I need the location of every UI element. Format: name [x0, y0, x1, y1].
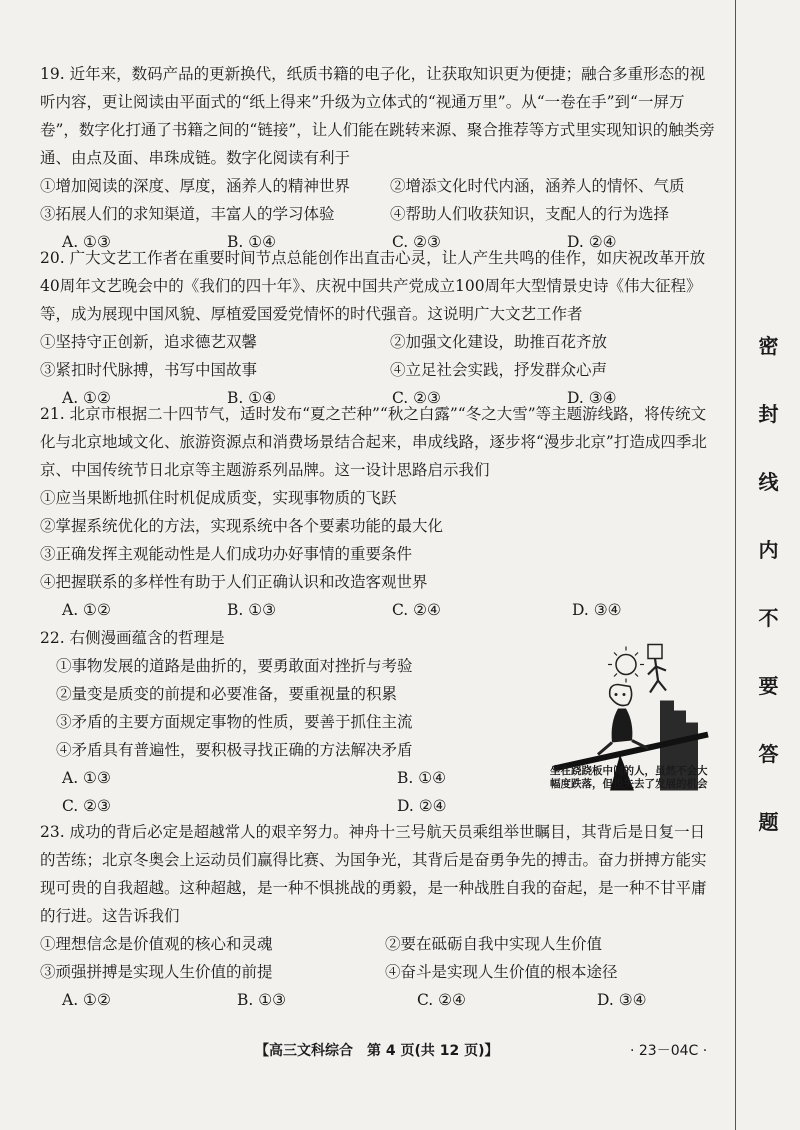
- answer-d[interactable]: D. ②④: [397, 797, 447, 815]
- statement-3: ③顽强拼搏是实现人生价值的前提: [40, 963, 273, 981]
- question-19: [40, 60, 720, 256]
- statement-2: ②量变是质变的前提和必要准备，要重视量的积累: [56, 685, 398, 703]
- question-21-statements: [40, 484, 720, 596]
- statement-2: ②掌握系统优化的方法，实现系统中各个要素功能的最大化: [40, 517, 444, 535]
- question-19-statements: [40, 172, 720, 228]
- answer-d[interactable]: D. ③④: [567, 389, 617, 407]
- question-22-answers: [40, 764, 540, 820]
- answer-c[interactable]: C. ②④: [392, 601, 441, 619]
- statement-1: ①事物发展的道路是曲折的，要勇敢面对挫折与考验: [56, 657, 413, 675]
- statement-4: ④奋斗是实现人生价值的根本途径: [385, 963, 618, 981]
- binding-char: 不: [758, 606, 779, 630]
- statement-2: ②增添文化时代内涵，涵养人的情怀、气质: [390, 177, 685, 195]
- binding-char: 线: [758, 470, 779, 494]
- answer-b[interactable]: B. ①④: [397, 769, 447, 787]
- question-22: [40, 624, 540, 820]
- statement-4: ④把握联系的多样性有助于人们正确认识和改造客观世界: [40, 573, 428, 591]
- answer-d[interactable]: D. ③④: [597, 991, 647, 1009]
- answer-a[interactable]: A. ①③: [62, 769, 111, 787]
- statement-1: ①理想信念是价值观的核心和灵魂: [40, 935, 273, 953]
- question-20-statements: [40, 328, 720, 384]
- statement-3: ③紧扣时代脉搏，书写中国故事: [40, 361, 258, 379]
- statement-2: ②加强文化建设，助推百花齐放: [390, 333, 608, 351]
- footer-code: · 23－04C ·: [630, 1043, 708, 1059]
- binding-char: 题: [758, 810, 779, 834]
- statement-2: ②要在砥砺自我中实现人生价值: [385, 935, 603, 953]
- statement-3: ③正确发挥主观能动性是人们成功办好事情的重要条件: [40, 545, 413, 563]
- answer-a[interactable]: A. ①③: [62, 233, 111, 251]
- question-21-stem: 21. 北京市根据二十四节气，适时发布“夏之芒种”“秋之白露”“冬之大雪”等主题游线路，将传统文化与北京地域文化、旅游资源点和消费场景结合起来，串成线路，逐步将“漫步北京”打造成四季北京、中国传统节日北京等主题游系列品牌。这一设计思路启示我们: [40, 405, 707, 479]
- answer-c[interactable]: C. ②③: [392, 233, 441, 251]
- answer-a[interactable]: A. ①②: [62, 601, 111, 619]
- question-23-statements: [40, 930, 720, 986]
- answer-a[interactable]: A. ①②: [62, 389, 111, 407]
- answer-c[interactable]: C. ②④: [417, 991, 466, 1009]
- answer-c[interactable]: C. ②③: [392, 389, 441, 407]
- question-23-stem: 23. 成功的背后必定是超越常人的艰辛努力。神舟十三号航天员乘组举世瞩目，其背后是日复一日的苦练；北京冬奥会上运动员们赢得比赛、为国争光，其背后是奋勇争先的搏击。奋力拼搏方能实现可贵的自我超越。这种超越，是一种不惧挑战的勇毅，是一种战胜自我的奋起，是一种不甘平庸的行进。这告诉我们: [40, 823, 707, 925]
- statement-3: ③矛盾的主要方面规定事物的性质，要善于抓住主流: [56, 713, 413, 731]
- question-22-statements: [40, 652, 540, 764]
- binding-warning-text: [736, 330, 800, 874]
- comic-caption: 坐在跷跷板中间的人，虽然不会大幅度跌落，但也失去了发展的机会: [550, 765, 708, 790]
- question-21: [40, 400, 720, 624]
- question-22-stem: 22. 右侧漫画蕴含的哲理是: [40, 629, 225, 647]
- statement-4: ④矛盾具有普遍性，要积极寻找正确的方法解决矛盾: [56, 741, 413, 759]
- binding-char: 答: [758, 742, 779, 766]
- statement-1: ①坚持守正创新，追求德艺双馨: [40, 333, 258, 351]
- binding-char: 密: [758, 334, 779, 358]
- answer-d[interactable]: D. ②④: [567, 233, 617, 251]
- answer-b[interactable]: B. ①④: [227, 389, 277, 407]
- binding-char: 内: [758, 538, 779, 562]
- question-23: [40, 818, 720, 1014]
- statement-1: ①应当果断地抓住时机促成质变，实现事物质的飞跃: [40, 489, 397, 507]
- question-19-stem: 19. 近年来，数码产品的更新换代，纸质书籍的电子化，让获取知识更为便捷；融合多重形态的视听内容，更让阅读由平面式的“纸上得来”升级为立体式的“视通万里”。从“一卷在手”到“一屏万卷”，数字化打通了书籍之间的“链接”，让人们能在跳转来源、聚合推荐等方式里实现知识的触类旁通、由点及面、串珠成链。数字化阅读有利于: [40, 65, 715, 167]
- footer-page-info: 【高三文科综合 第 4 页(共 12 页)】: [255, 1043, 499, 1059]
- statement-4: ④立足社会实践，抒发群众心声: [390, 361, 608, 379]
- statement-3: ③拓展人们的求知渠道，丰富人的学习体验: [40, 205, 335, 223]
- question-23-answers: [40, 986, 720, 1014]
- binding-char: 封: [758, 402, 779, 426]
- answer-a[interactable]: A. ①②: [62, 991, 111, 1009]
- binding-margin: [735, 0, 800, 1130]
- binding-char: 要: [758, 674, 779, 698]
- answer-b[interactable]: B. ①④: [227, 233, 277, 251]
- statement-4: ④帮助人们收获知识，支配人的行为选择: [390, 205, 670, 223]
- question-20: [40, 244, 720, 412]
- answer-c[interactable]: C. ②③: [62, 797, 111, 815]
- answer-d[interactable]: D. ③④: [572, 601, 622, 619]
- statement-1: ①增加阅读的深度、厚度，涵养人的精神世界: [40, 177, 351, 195]
- answer-b[interactable]: B. ①③: [227, 601, 277, 619]
- question-20-stem: 20. 广大文艺工作者在重要时间节点总能创作出直击心灵，让人产生共鸣的佳作，如庆祝改革开放40周年文艺晚会中的《我们的四十年》、庆祝中国共产党成立100周年大型情景史诗《伟大征程》等，成为展现中国风貌、厚植爱国爱党情怀的时代强音。这说明广大文艺工作者: [40, 249, 706, 323]
- answer-b[interactable]: B. ①③: [237, 991, 287, 1009]
